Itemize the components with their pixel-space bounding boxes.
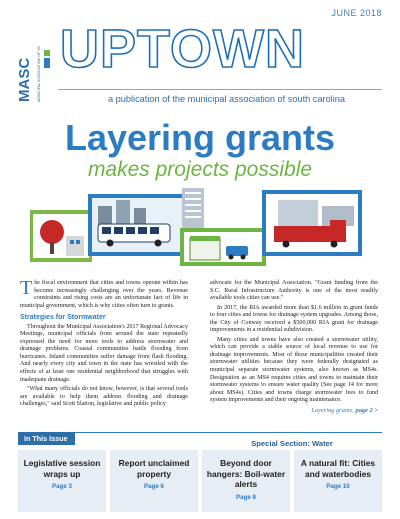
teaser-page: Page 6 [144,483,164,490]
section-heading: Strategies for Stormwater [20,314,106,322]
masthead-subtitle: a publication of the municipal association of south carolina [108,94,345,104]
issue-date: JUNE 2018 [331,8,382,18]
in-this-issue-tab: In This Issue [18,432,75,445]
body-paragraph: In 2017, the RIA awarded more than $1.6 million in grant funds to four cities and towns for drainage system upgrades. Among those, the City of Conway received a $500,000 RIA grant for drainage improvements in a residential subdivision. [210,304,378,334]
masthead-title: UPTOWN [60,19,305,79]
body-paragraph: Throughout the Municipal Association's 2017 Regional Advocacy Meetings, municipal officials from around the state repeatedly expressed the need for more tools to address stormwater and drainage problems. Coastal communities battle flooding from hurricanes. Inland communities suffer damage from flash flooding. And nearly every city and town in the state has wrestled with the effects of at least one residential neighborhood that struggles with inadequate drainage. [20,323,188,383]
feature-headline: Layering grants [64,117,336,158]
teaser-page: Page 8 [236,493,256,501]
masc-logo [18,40,54,104]
teaser-title: A natural fit: Cities and waterbodies [300,458,376,479]
teaser-unclaimed-property[interactable] [110,450,198,512]
continued-link[interactable]: Layering grants, page 2 > [311,406,378,414]
chevron-right-icon: > [374,406,378,414]
teaser-title: Report unclaimed property [118,458,190,479]
teaser-legislative-session[interactable] [18,450,106,512]
logo-text: MASC [16,57,33,102]
teaser-title: Legislative session wraps up [23,458,101,479]
teaser-cities-waterbodies[interactable] [294,450,382,512]
article-column-right [210,280,378,414]
body-paragraph: "What many officials do not know, however, is that several tools are available to help them address flooding and drainage challenges," said Scott Slatton, legislative and public policy [20,386,188,408]
body-paragraph: Many cities and towns have also created a stormwater utility, which can provide a stable source of local revenue to use for drainage improvements. Most of those municipalities created their stormwater utilities because they were federally designated as municipal separate stormwater systems, also known as MS4s. Designation as an MS4 requires cities and towns to maintain their stormwater systems to ensure water quality (See page 14 for more about MS4s). Cities and towns charge stormwater fees to fund system improvements and their ongoing maintenance. [210,336,378,404]
intro-paragraph: The fiscal environment that cities and towns operate within has become increasingly challenging over the years. Revenue constraints and rising costs are an unfortunate fact of life in municipal government, which is why cities often turn to grants. [20,277,188,309]
teaser-boil-water-alerts[interactable] [202,450,290,512]
city-illustration [30,186,370,268]
body-paragraph: advocate for the Municipal Association. "Grant funding from the S.C. Rural Infrastructure Authority is one of the most readily available tools cities can use." [210,280,378,302]
tree-icon [40,220,64,244]
article-column-left [20,277,188,411]
feature-subhead: makes projects possible [87,158,313,181]
drop-cap: T [20,277,33,299]
teaser-page: Page 10 [326,483,350,490]
teaser-title: Beyond door hangers: Boil-water alerts [206,458,286,489]
masthead-rule [58,89,382,90]
special-section-label: Special Section: Water [251,439,333,448]
storefront-icon [190,238,220,260]
teaser-page: Page 3 [52,483,72,490]
logo-subtext: MUNICIPAL ASSOCIATION OF SC [37,45,41,102]
